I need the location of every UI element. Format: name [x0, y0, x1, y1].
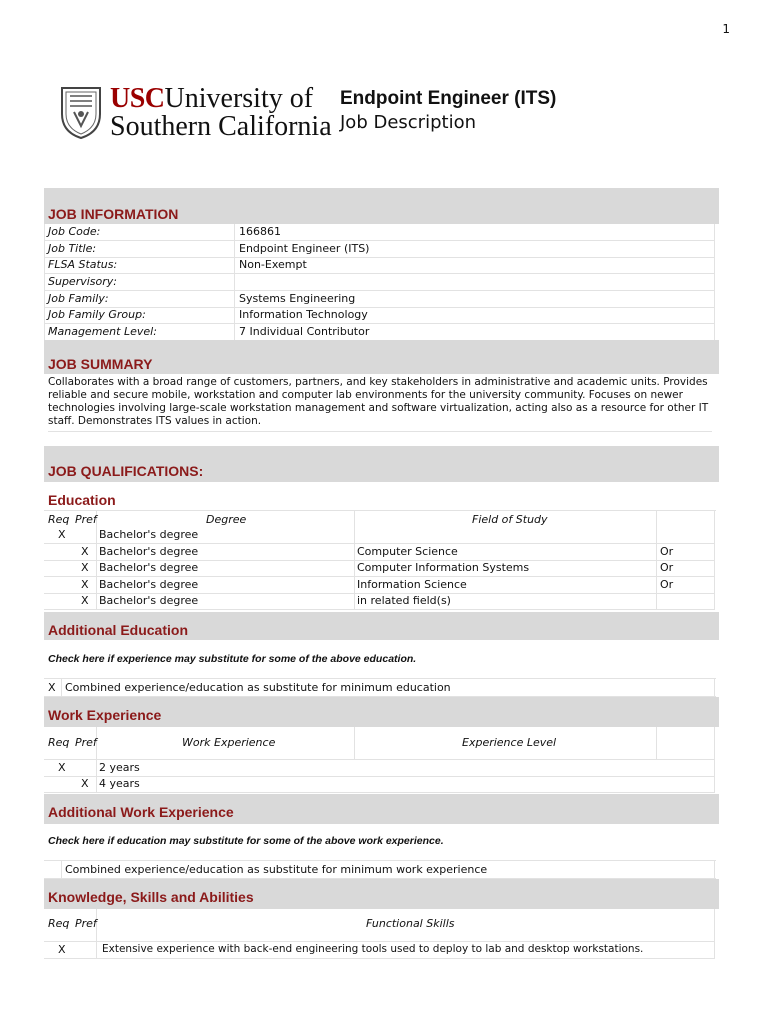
page-number: 1	[722, 22, 730, 36]
edu-col-pref: Pref	[75, 513, 97, 526]
info-value: Information Technology	[239, 308, 368, 321]
work-experience-table	[44, 727, 719, 793]
ksa-col-req: Req	[48, 917, 70, 930]
edu-conj: Or	[660, 545, 674, 558]
edu-field: in related field(s)	[357, 594, 451, 607]
work-experience-header: Work Experience	[48, 707, 162, 723]
ksa-table	[44, 909, 719, 959]
document-subtitle: Job Description	[340, 112, 476, 133]
ksa-col-skills: Functional Skills	[366, 917, 455, 930]
edu-pref-mark: X	[81, 545, 89, 558]
info-label: Supervisory:	[48, 275, 117, 288]
substitute-education-label: Combined experience/education as substitute for minimum education	[65, 681, 451, 694]
work-req-mark: X	[58, 761, 66, 774]
work-col-level: Experience Level	[462, 736, 557, 749]
edu-pref-mark: X	[81, 594, 89, 607]
edu-conj: Or	[660, 561, 674, 574]
info-label: Job Code:	[48, 225, 101, 238]
ksa-skill: Extensive experience with back-end engineering tools used to deploy to lab and desktop workstations.	[102, 943, 644, 955]
usc-seal-logo	[58, 84, 104, 140]
additional-education-header: Additional Education	[48, 622, 188, 638]
edu-degree: Bachelor's degree	[99, 594, 199, 607]
additional-education-note: Check here if experience may substitute for some of the above education.	[48, 653, 417, 665]
additional-work-experience-header: Additional Work Experience	[48, 804, 234, 820]
edu-col-field: Field of Study	[472, 513, 548, 526]
additional-work-experience-note: Check here if education may substitute for some of the above work experience.	[48, 835, 444, 847]
info-value: Non-Exempt	[239, 258, 307, 271]
edu-degree: Bachelor's degree	[99, 578, 199, 591]
university-logo-line2: Southern California	[110, 111, 332, 142]
work-pref-mark: X	[81, 777, 89, 790]
work-col-experience: Work Experience	[182, 736, 276, 749]
edu-pref-mark: X	[81, 578, 89, 591]
info-label: FLSA Status:	[48, 258, 118, 271]
info-value: 166861	[239, 225, 281, 238]
substitute-education-checkbox[interactable]: X	[48, 681, 56, 694]
additional-work-experience-row	[44, 860, 716, 879]
info-label: Management Level:	[48, 325, 157, 338]
university-logo-line1: USCUniversity of	[110, 83, 314, 114]
edu-conj: Or	[660, 578, 674, 591]
info-value: Systems Engineering	[239, 292, 356, 305]
ksa-header: Knowledge, Skills and Abilities	[48, 889, 254, 905]
job-information-header: JOB INFORMATION	[48, 206, 179, 222]
info-label: Job Title:	[48, 242, 97, 255]
edu-pref-mark: X	[81, 561, 89, 574]
ksa-col-pref: Pref	[75, 917, 97, 930]
work-col-req: Req	[48, 736, 70, 749]
job-summary-text: Collaborates with a broad range of customers, partners, and key stakeholders in administrative and academic units. Provides reliable and secure mobile, workstation and computer lab environments for the university community. Focuses on newer technologies involving large-scale workstation management and software virtualization, acting also as a resource for other IT staff. Demonstrates ITS values in action.	[48, 376, 712, 432]
info-value: Endpoint Engineer (ITS)	[239, 242, 370, 255]
job-summary-header: JOB SUMMARY	[48, 356, 153, 372]
edu-col-req: Req	[48, 513, 70, 526]
additional-education-row	[44, 678, 716, 697]
education-header: Education	[48, 492, 116, 508]
info-label: Job Family:	[48, 292, 109, 305]
info-value: 7 Individual Contributor	[239, 325, 370, 338]
edu-degree: Bachelor's degree	[99, 561, 199, 574]
info-label: Job Family Group:	[48, 308, 146, 321]
document-title: Endpoint Engineer (ITS)	[340, 88, 557, 109]
work-col-pref: Pref	[75, 736, 97, 749]
ksa-req-mark: X	[58, 943, 66, 956]
edu-field: Information Science	[357, 578, 467, 591]
edu-field: Computer Science	[357, 545, 458, 558]
work-experience-value: 2 years	[99, 761, 140, 774]
substitute-work-label: Combined experience/education as substitute for minimum work experience	[65, 863, 488, 876]
edu-field: Computer Information Systems	[357, 561, 530, 574]
edu-req-mark: X	[58, 528, 66, 541]
job-qualifications-header: JOB QUALIFICATIONS:	[48, 463, 204, 479]
edu-degree: Bachelor's degree	[99, 528, 199, 541]
education-table	[44, 510, 719, 610]
edu-degree: Bachelor's degree	[99, 545, 199, 558]
edu-col-degree: Degree	[206, 513, 247, 526]
work-experience-value: 4 years	[99, 777, 140, 790]
